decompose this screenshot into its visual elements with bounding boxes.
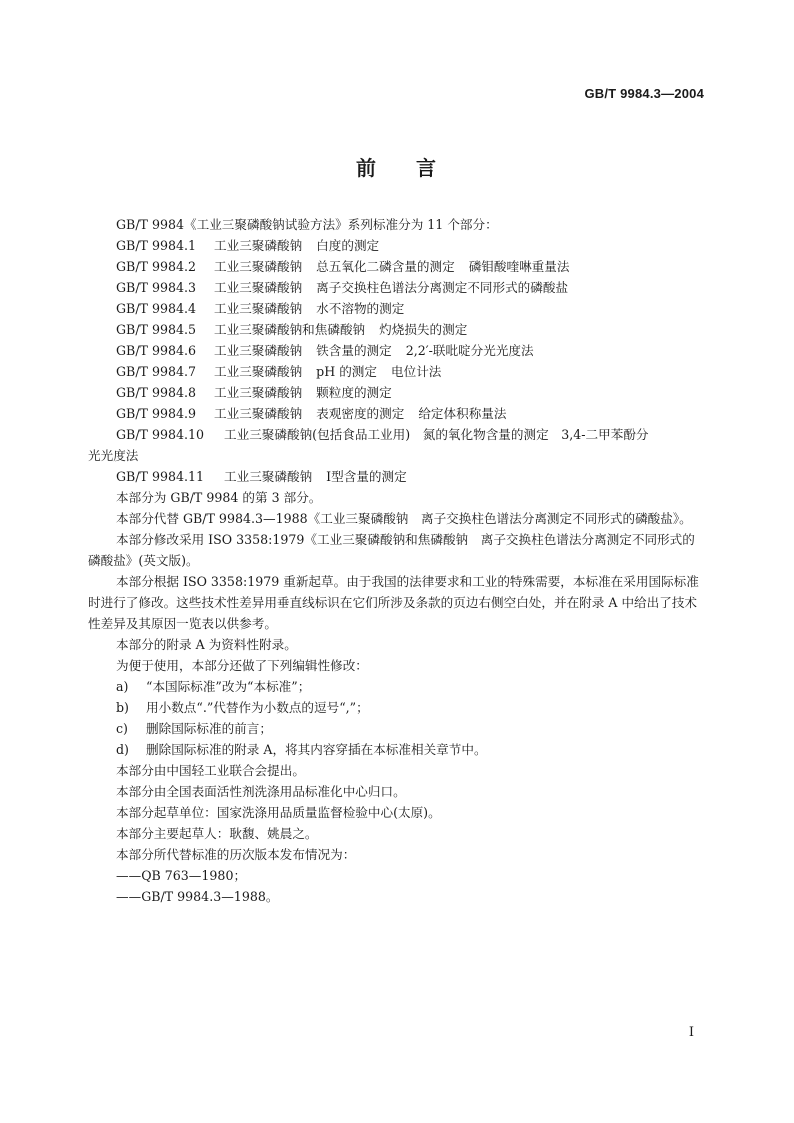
part-title-main: 工业三聚磷酸钠 (214, 385, 303, 400)
edit-item (88, 739, 706, 760)
foreword-body (88, 214, 706, 907)
part-title-sub: 铁含量的测定 (316, 343, 392, 358)
paragraph-history-intro: 本部分所代替标准的历次版本发布情况为： (116, 847, 356, 862)
part-line-9 (88, 403, 706, 424)
intro-paragraph: GB/T 9984《工业三聚磷酸钠试验方法》系列标准分为 11 个部分： (116, 217, 498, 232)
part-code: GB/T 9984.3 (116, 280, 197, 295)
paragraph-proposed-by: 本部分由中国轻工业联合会提出。 (116, 763, 305, 778)
history-item: ——GB/T 9984.3—1988。 (116, 889, 279, 904)
paragraph-part-number: 本部分为 GB/T 9984 的第 3 部分。 (116, 490, 322, 505)
edit-item-mark: a) (116, 679, 129, 694)
part-line-3 (88, 277, 706, 298)
part-line-7 (88, 361, 706, 382)
edit-item-text: 用小数点“.”代替作为小数点的逗号“,”； (146, 700, 369, 715)
part-code: GB/T 9984.6 (116, 343, 197, 358)
edit-item (88, 718, 706, 739)
part-title-main: 工业三聚磷酸钠 (224, 469, 313, 484)
paragraph-drafting: 本部分根据 ISO 3358:1979 重新起草。由于我国的法律要求和工业的特殊需要，本标准在采用国际标准时进行了修改。这些技术性差异用垂直线标识在它们所涉及条款的页边右侧空白处，并在附录 A 中给出了技术性差异及其原因一览表以供参考。 (88, 574, 699, 631)
part-line-10 (88, 424, 706, 445)
standard-code: GB/T 9984.3—2004 (584, 86, 704, 101)
part-line-6 (88, 340, 706, 361)
part-title-main: 工业三聚磷酸钠 (214, 343, 303, 358)
edit-item (88, 697, 706, 718)
part-line-11 (88, 466, 706, 487)
part-line-2 (88, 256, 706, 277)
part-code: GB/T 9984.2 (116, 259, 197, 274)
part-line-5 (88, 319, 706, 340)
part-title-sub: pH 的测定 (316, 364, 377, 379)
part-line-8 (88, 382, 706, 403)
paragraph-annex: 本部分的附录 A 为资料性附录。 (116, 637, 297, 652)
edit-item-text: “本国际标准”改为“本标准”； (146, 679, 311, 694)
part-title-sub: 表观密度的测定 (316, 406, 405, 421)
part-title-main: 工业三聚磷酸钠 (214, 301, 303, 316)
part-code: GB/T 9984.8 (116, 385, 197, 400)
part-title-sub: 灼烧损失的测定 (379, 322, 468, 337)
part-code: GB/T 9984.4 (116, 301, 197, 316)
part-title-method: 电位计法 (391, 364, 442, 379)
paragraph-edits-intro: 为便于使用，本部分还做了下列编辑性修改： (116, 658, 368, 673)
part-title-sub: 颗粒度的测定 (316, 385, 392, 400)
paragraph-replaces: 本部分代替 GB/T 9984.3—1988《工业三聚磷酸钠 离子交换柱色谱法分离测定不同形式的磷酸盐》。 (116, 511, 692, 526)
part-title-main: 工业三聚磷酸钠 (214, 259, 303, 274)
part-code: GB/T 9984.9 (116, 406, 197, 421)
part-code: GB/T 9984.7 (116, 364, 197, 379)
part-title-sub: 离子交换柱色谱法分离测定不同形式的磷酸盐 (316, 280, 569, 295)
part-title-main: 工业三聚磷酸钠 (214, 406, 303, 421)
part-title-main: 工业三聚磷酸钠 (214, 238, 303, 253)
part-title-method: 磷钼酸喹啉重量法 (468, 259, 570, 274)
edit-item-mark: c) (116, 721, 128, 736)
history-item: ——QB 763—1980； (116, 868, 247, 883)
part-line-4 (88, 298, 706, 319)
part-title-sub: 水不溶物的测定 (316, 301, 405, 316)
part-code: GB/T 9984.5 (116, 322, 197, 337)
edit-item (88, 676, 706, 697)
title-char-1: 前 (356, 156, 378, 180)
page-number: Ⅰ (688, 1025, 694, 1040)
part-code: GB/T 9984.1 (116, 238, 197, 253)
part-code: GB/T 9984.10 (116, 427, 205, 442)
part-title-sub: 白度的测定 (316, 238, 380, 253)
paragraph-drafters: 本部分主要起草人：耿馥、姚晨之。 (116, 826, 318, 841)
edit-item-text: 删除国际标准的前言； (146, 721, 272, 736)
paragraph-adoption: 本部分修改采用 ISO 3358:1979《工业三聚磷酸钠和焦磷酸钠 离子交换柱色谱法分离测定不同形式的磷酸盐》(英文版)。 (88, 532, 695, 568)
paragraph-administered-by: 本部分由全国表面活性剂洗涤用品标准化中心归口。 (116, 784, 406, 799)
part-line-10-continued: 光光度法 (88, 448, 139, 463)
paragraph-drafting-unit: 本部分起草单位：国家洗涤用品质量监督检验中心(太原)。 (116, 805, 441, 820)
part-title-main: 工业三聚磷酸钠和焦磷酸钠 (214, 322, 366, 337)
part-title-main: 工业三聚磷酸钠 (214, 280, 303, 295)
edit-item-text: 删除国际标准的附录 A，将其内容穿插在本标准相关章节中。 (146, 742, 487, 757)
title-char-2: 言 (416, 156, 438, 180)
part-code: GB/T 9984.11 (116, 469, 205, 484)
part-title-sub: Ⅰ型含量的测定 (326, 469, 407, 484)
part-title-main: 工业三聚磷酸钠 (214, 364, 303, 379)
part-title-method: 给定体积称量法 (418, 406, 507, 421)
edit-item-mark: d) (116, 742, 129, 757)
part-title-full: 工业三聚磷酸钠(包括食品工业用) 氮的氧化物含量的测定 3,4-二甲苯酚分 (224, 427, 649, 442)
page-title (0, 152, 794, 181)
edit-item-mark: b) (116, 700, 129, 715)
part-line-1 (88, 235, 706, 256)
part-title-sub: 总五氧化二磷含量的测定 (316, 259, 455, 274)
part-title-method: 2,2′-联吡啶分光光度法 (405, 343, 534, 358)
